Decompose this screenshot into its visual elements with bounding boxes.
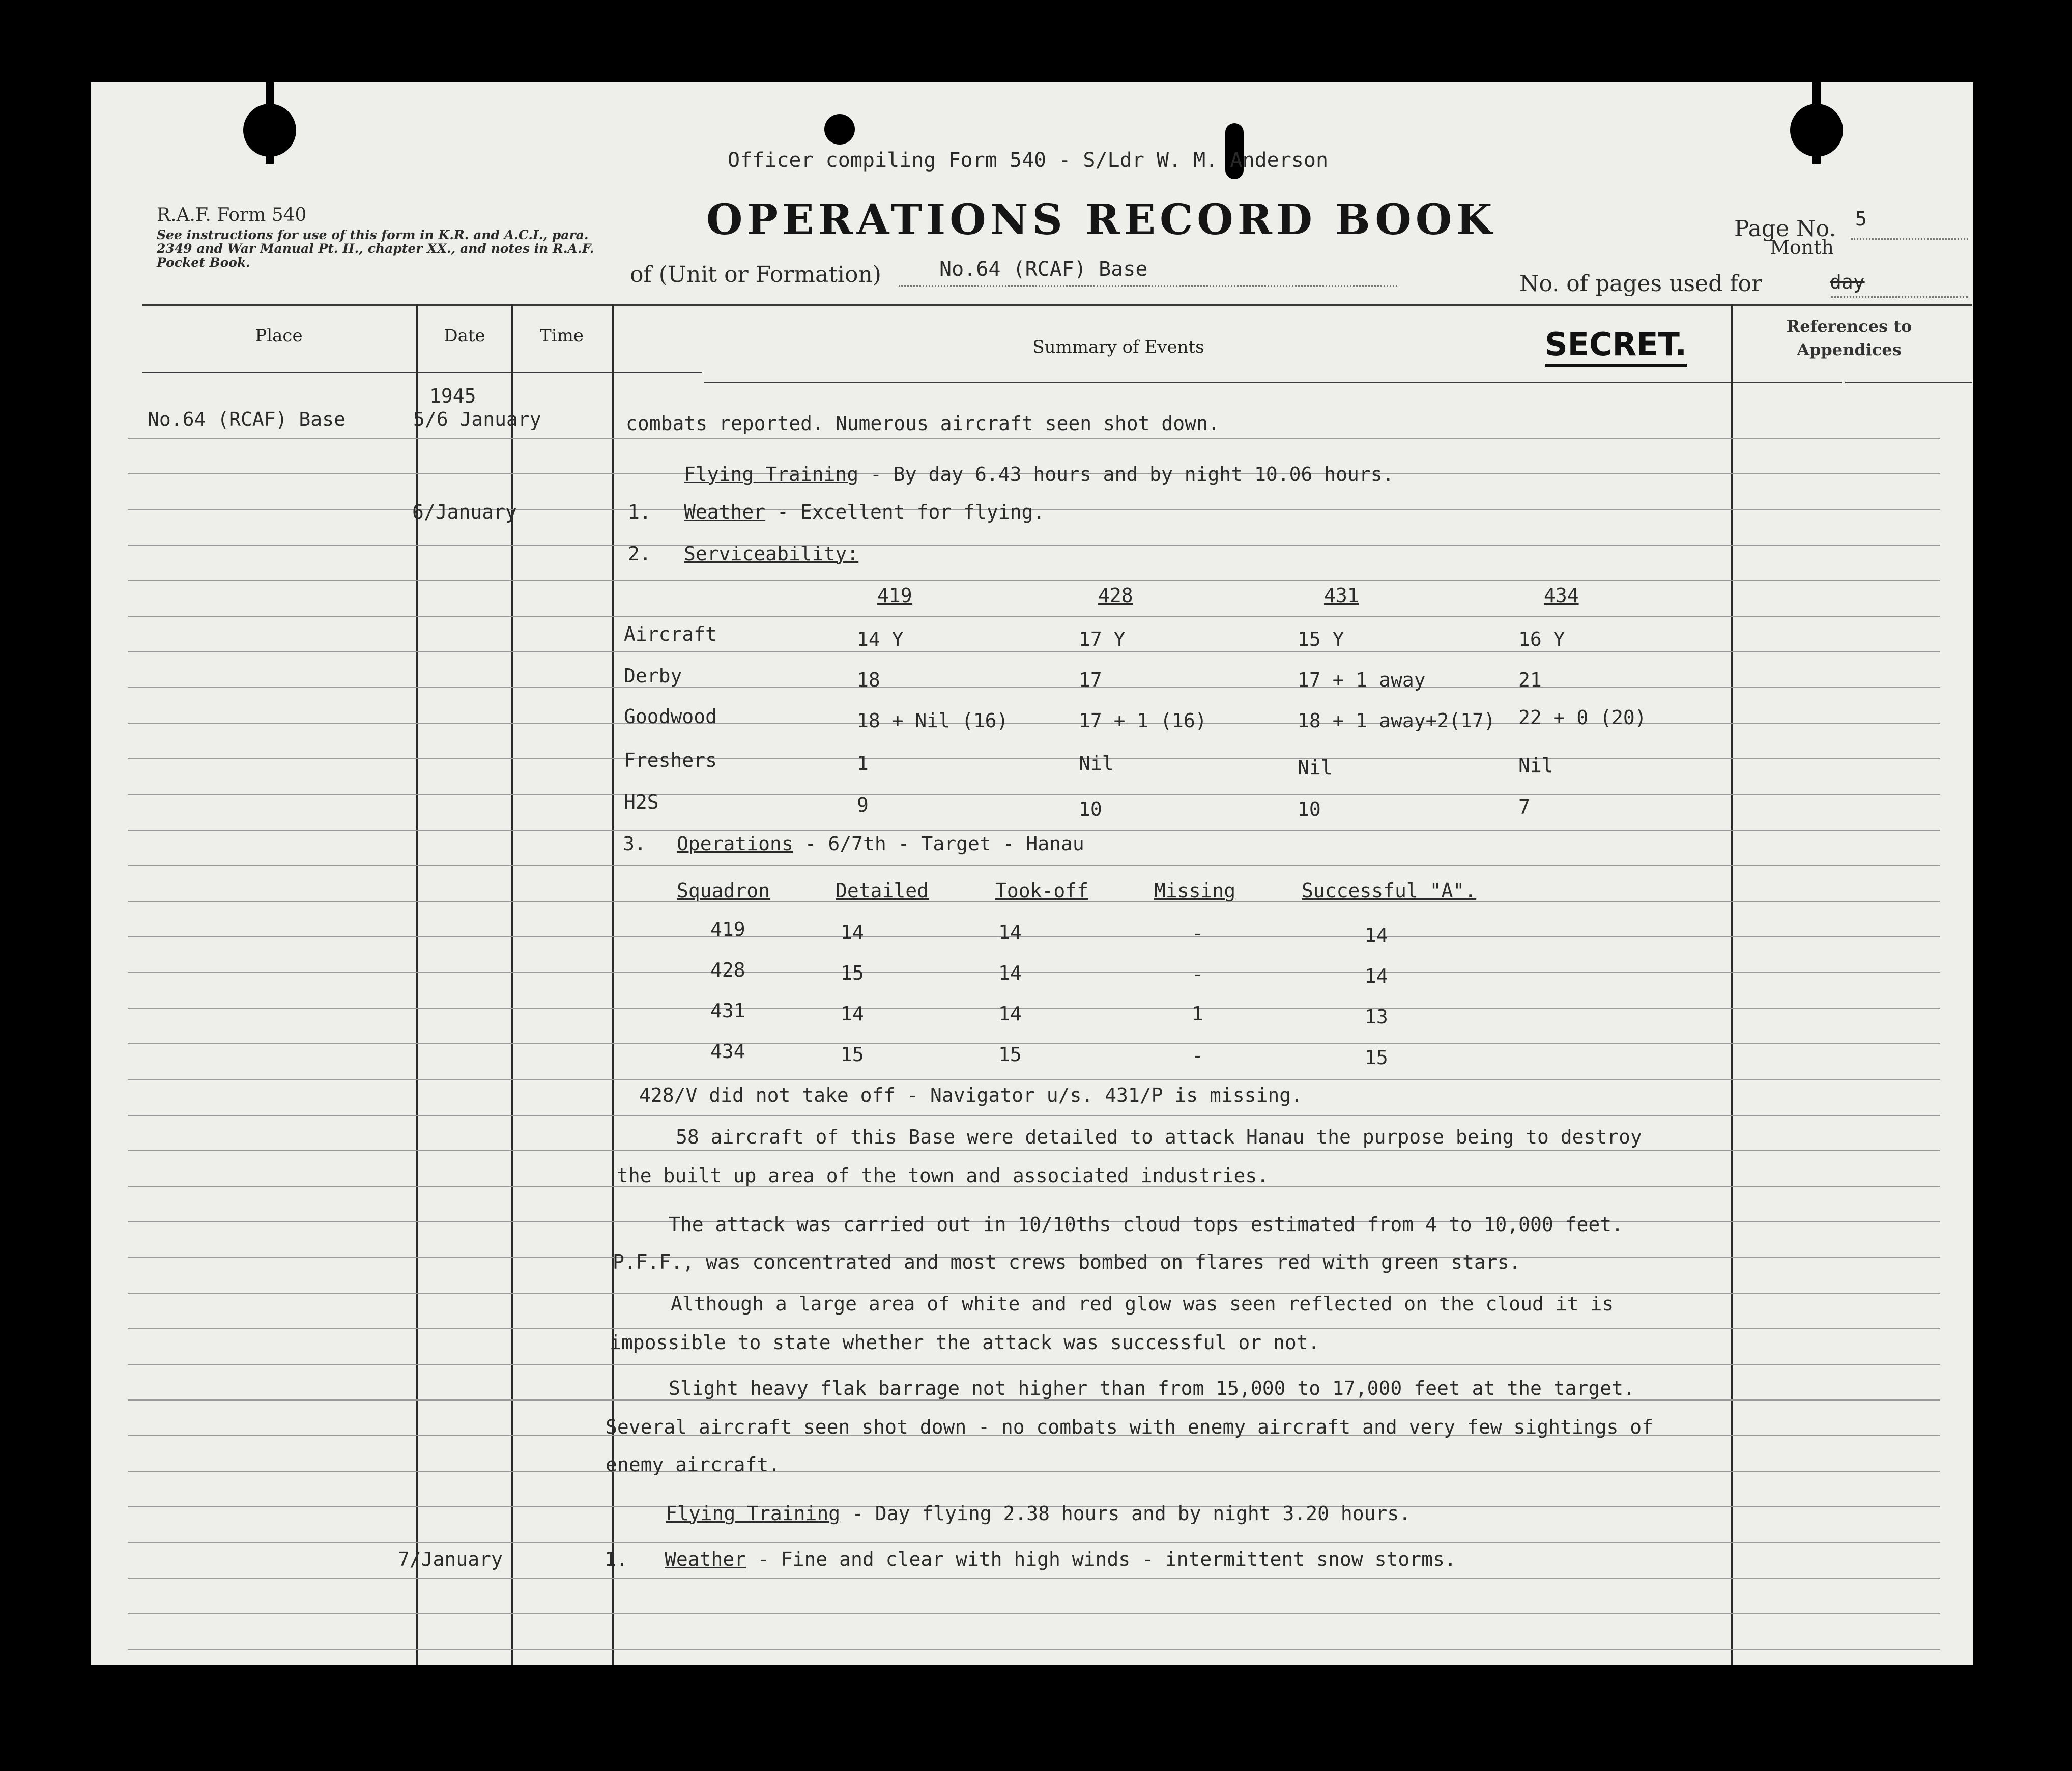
column-header-time: Time — [540, 326, 584, 346]
operations-cell: 434 — [710, 1040, 745, 1063]
serviceability-cell: 17 Y — [1079, 628, 1126, 650]
ruled-line — [128, 1328, 1940, 1329]
ruled-line — [128, 1008, 1940, 1009]
squadron-header: 419 — [877, 584, 912, 607]
operations-cell: 14 — [998, 921, 1022, 944]
operations-cell: 15 — [841, 1043, 864, 1066]
ruled-line — [128, 1542, 1940, 1543]
officer-compiling: Officer compiling Form 540 - S/Ldr W. M. Anderson — [728, 149, 1329, 172]
flying-training-entry — [684, 463, 1394, 485]
operations-column-header: Squadron — [677, 879, 770, 902]
weather-heading: Weather — [665, 1548, 746, 1570]
ruled-line — [128, 1578, 1940, 1579]
secret-stamp: SECRET. — [1545, 326, 1687, 367]
ruled-line — [128, 972, 1940, 973]
operations-cell: 14 — [998, 962, 1022, 984]
serviceability-cell: 10 — [1298, 798, 1321, 820]
serviceability-cell: 9 — [857, 794, 869, 816]
pages-used-label: No. of pages used for — [1519, 271, 1763, 297]
serviceability-cell: 16 Y — [1518, 628, 1565, 650]
serviceability-cell: 17 + 1 away — [1298, 669, 1426, 691]
punch-hole — [1790, 104, 1843, 157]
column-header-place: Place — [255, 326, 303, 346]
ruled-line — [128, 1613, 1940, 1614]
ruled-line — [128, 1649, 1940, 1650]
ruled-line — [128, 651, 1940, 652]
serviceability-row-label: Aircraft — [624, 623, 717, 645]
form-instructions: See instructions for use of this form in K.R. and A.C.I., para. 2349 and War Manual Pt. II., chapter XX., and notes in R.A.F. Pocket Book. — [157, 227, 594, 270]
entry-year: 1945 — [429, 385, 476, 407]
weather-heading: Weather — [684, 501, 766, 523]
summary-line: 58 aircraft of this Base were detailed to attack Hanau the purpose being to destroy — [676, 1126, 1642, 1148]
operations-cell: 13 — [1365, 1006, 1388, 1028]
ruled-line — [128, 438, 1940, 439]
serviceability-cell: 22 + 0 (20) — [1518, 706, 1647, 729]
weather-entry — [684, 501, 1045, 523]
page-title: OPERATIONS RECORD BOOK — [706, 195, 1497, 244]
weather-entry — [665, 1548, 1456, 1570]
ruled-line — [128, 865, 1940, 866]
operations-cell: 1 — [1192, 1003, 1203, 1025]
ruled-line — [128, 1150, 1940, 1151]
operations-cell: 431 — [710, 999, 745, 1022]
serviceability-cell: 15 Y — [1298, 628, 1344, 650]
ruled-line — [128, 830, 1940, 831]
serviceability-row-label: Goodwood — [624, 705, 717, 728]
punch-hole — [824, 114, 855, 145]
summary-line: 428/V did not take off - Navigator u/s. 431/P is missing. — [639, 1084, 1303, 1106]
punch-hole — [243, 104, 296, 157]
ruled-line — [128, 794, 1940, 795]
serviceability-cell: Nil — [1518, 754, 1553, 777]
operations-heading: Operations — [677, 833, 793, 855]
ruled-line — [128, 616, 1940, 617]
serviceability-cell: 7 — [1518, 796, 1530, 818]
serviceability-number: 2. — [628, 542, 651, 565]
place-entry: No.64 (RCAF) Base — [148, 408, 346, 431]
serviceability-row-label: Derby — [624, 665, 682, 687]
flying-training-text: - By day 6.43 hours and by night 10.06 hours. — [858, 463, 1394, 485]
operations-cell: - — [1192, 922, 1203, 945]
squadron-header: 434 — [1544, 584, 1579, 607]
form-number: R.A.F. Form 540 — [157, 205, 307, 225]
page-number-value: 5 — [1855, 208, 1867, 230]
summary-line: enemy aircraft. — [606, 1453, 781, 1476]
page-number-label: Page No. — [1734, 216, 1836, 242]
ruled-line — [128, 1043, 1940, 1044]
serviceability-cell: 17 + 1 (16) — [1079, 709, 1207, 732]
flying-training-text: - Day flying 2.38 hours and by night 3.20 hours. — [840, 1502, 1411, 1525]
serviceability-cell: 18 + Nil (16) — [857, 709, 1009, 732]
ruled-line — [128, 545, 1940, 546]
squadron-header: 428 — [1098, 584, 1133, 607]
summary-line: combats reported. Numerous aircraft seen shot down. — [626, 412, 1220, 435]
ruled-line — [128, 687, 1940, 688]
serviceability-cell: 18 — [857, 669, 880, 691]
operations-text: - 6/7th - Target - Hanau — [793, 833, 1084, 855]
column-header-references: References to Appendices — [1786, 317, 1912, 359]
serviceability-cell: 21 — [1518, 669, 1542, 691]
serviceability-cell: 17 — [1079, 669, 1102, 691]
serviceability-cell: Nil — [1079, 752, 1114, 775]
operations-cell: - — [1192, 963, 1203, 985]
unit-label: of (Unit or Formation) — [630, 262, 881, 288]
operations-cell: 14 — [1365, 924, 1388, 947]
entry-date: 6/January — [412, 501, 517, 523]
unit-value: No.64 (RCAF) Base — [939, 258, 1148, 281]
weather-text: - Excellent for flying. — [765, 501, 1045, 523]
ruled-line — [128, 580, 1940, 581]
ruled-line — [128, 758, 1940, 759]
operations-cell: 14 — [841, 1003, 864, 1025]
weather-number: 1. — [605, 1548, 628, 1570]
operations-cell: 428 — [710, 959, 745, 981]
form-sheet — [91, 82, 1973, 1665]
operations-cell: - — [1192, 1044, 1203, 1067]
pages-dotted-line — [1831, 296, 1968, 298]
summary-line: impossible to state whether the attack was successful or not. — [610, 1331, 1320, 1354]
squadron-header: 431 — [1324, 584, 1359, 607]
summary-line: Slight heavy flak barrage not higher than from 15,000 to 17,000 feet at the target. — [669, 1377, 1635, 1399]
column-header-summary: Summary of Events — [1032, 337, 1204, 357]
serviceability-row-label: Freshers — [624, 749, 717, 772]
summary-line: The attack was carried out in 10/10ths cloud tops estimated from 4 to 10,000 feet. — [669, 1213, 1623, 1236]
flying-training-heading: Flying Training — [684, 463, 859, 485]
entry-date: 5/6 January — [413, 408, 541, 431]
summary-line: the built up area of the town and associated industries. — [617, 1164, 1269, 1187]
flying-training-entry — [666, 1502, 1411, 1525]
operations-cell: 15 — [1365, 1046, 1388, 1069]
operations-cell: 419 — [710, 918, 745, 940]
page-dotted-line — [1851, 238, 1968, 240]
operations-entry — [677, 833, 1084, 855]
summary-line: Several aircraft seen shot down - no combats with enemy aircraft and very few sightings of — [606, 1416, 1654, 1438]
serviceability-cell: 14 Y — [857, 628, 904, 650]
column-header-date: Date — [444, 326, 485, 346]
operations-cell: 14 — [998, 1003, 1022, 1025]
ruled-line — [128, 723, 1940, 724]
ruled-line — [128, 1471, 1940, 1472]
operations-number: 3. — [623, 833, 646, 855]
header-bottom-border — [142, 372, 702, 373]
ruled-line — [128, 1115, 1940, 1116]
ruled-line — [128, 1399, 1940, 1401]
operations-column-header: Detailed — [836, 879, 929, 902]
unit-dotted-line — [899, 285, 1397, 287]
header-bottom-border — [704, 382, 1842, 383]
serviceability-cell: 10 — [1079, 798, 1102, 820]
operations-cell: 15 — [841, 962, 864, 984]
flying-training-heading: Flying Training — [666, 1502, 841, 1525]
operations-cell: 15 — [998, 1043, 1022, 1066]
entry-date: 7/January — [398, 1548, 503, 1570]
serviceability-cell: 1 — [857, 752, 869, 775]
serviceability-heading: Serviceability: — [684, 542, 859, 565]
ruled-line — [128, 1079, 1940, 1080]
ruled-line — [128, 1364, 1940, 1365]
header-bottom-border — [1845, 382, 1972, 383]
weather-number: 1. — [628, 501, 651, 523]
serviceability-cell: Nil — [1298, 756, 1333, 779]
operations-column-header: Successful "A". — [1302, 879, 1477, 902]
serviceability-row-label: H2S — [624, 791, 659, 813]
operations-cell: 14 — [1365, 965, 1388, 987]
serviceability-cell: 18 + 1 away+2(17) — [1298, 709, 1495, 732]
operations-column-header: Took-off — [995, 879, 1089, 902]
operations-column-header: Missing — [1154, 879, 1236, 902]
operations-cell: 14 — [841, 921, 864, 944]
ruled-line — [128, 936, 1940, 937]
month-label: Month — [1770, 236, 1834, 259]
weather-text: - Fine and clear with high winds - intermittent snow storms. — [746, 1548, 1456, 1570]
pages-used-value: day — [1830, 271, 1865, 293]
summary-line: Although a large area of white and red glow was seen reflected on the cloud it is — [671, 1293, 1614, 1315]
summary-line: P.F.F., was concentrated and most crews bombed on flares red with green stars. — [613, 1251, 1521, 1273]
